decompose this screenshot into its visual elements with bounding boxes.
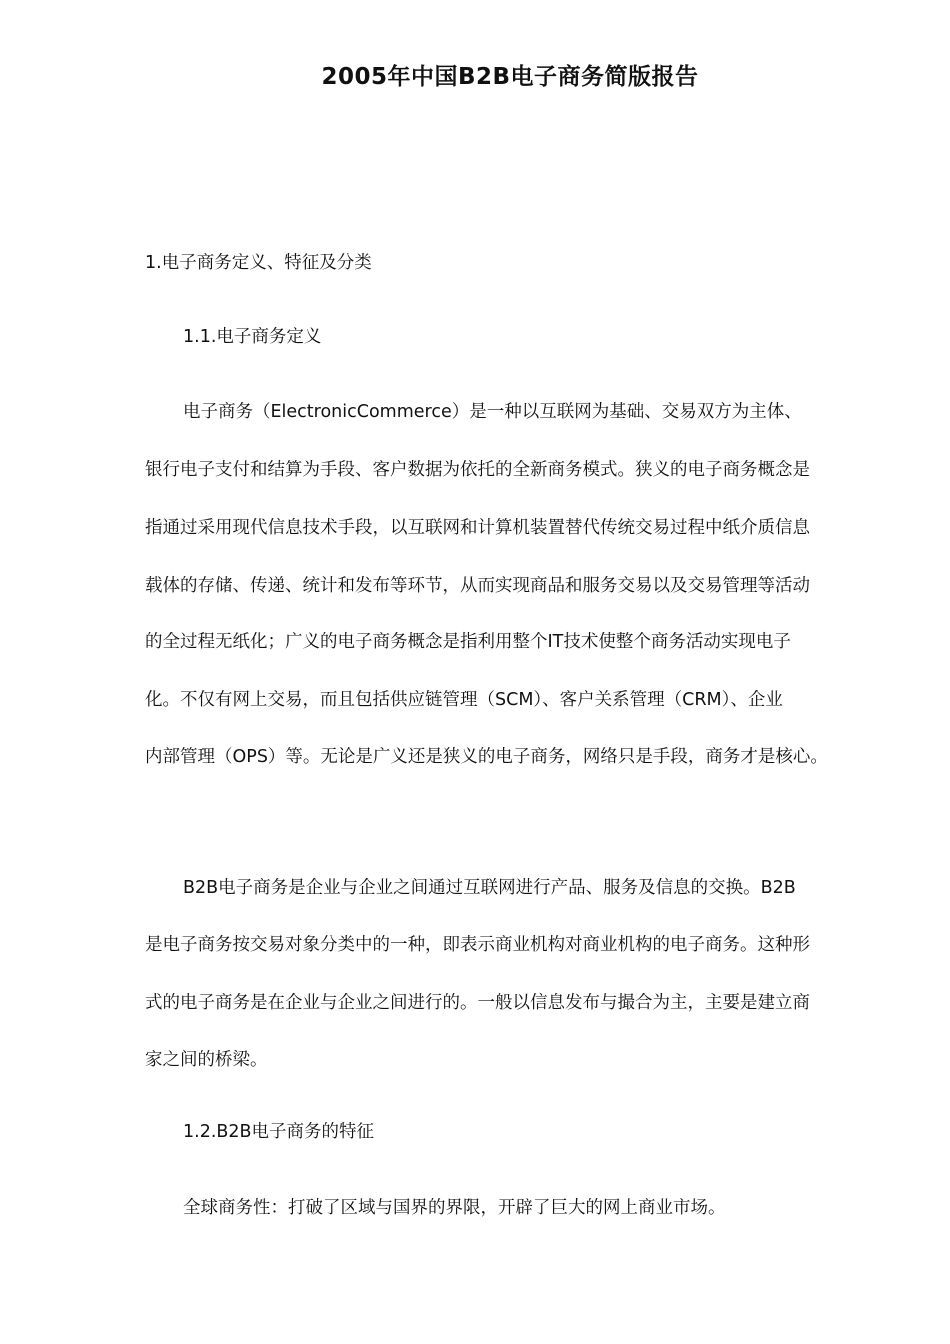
paragraph-line: 式的电子商务是在企业与企业之间进行的。一般以信息发布与撮合为主，主要是建立商 [145,993,810,1013]
paragraph-line: 是电子商务按交易对象分类中的一种，即表示商业机构对商业机构的电子商务。这种形 [145,935,810,955]
paragraph-line: 全球商务性：打破了区域与国界的界限，开辟了巨大的网上商业市场。 [183,1198,726,1218]
paragraph-line: B2B电子商务是企业与企业之间通过互联网进行产品、服务及信息的交换。B2B [183,878,796,898]
paragraph-line: 载体的存储、传递、统计和发布等环节，从而实现商品和服务交易以及交易管理等活动 [145,576,810,596]
document-title: 2005年中国B2B电子商务简版报告 [321,64,699,90]
paragraph-line: 内部管理（OPS）等。无论是广义还是狭义的电子商务，网络只是手段，商务才是核心。 [145,747,828,767]
section-heading-1-1: 1.1.电子商务定义 [183,327,322,347]
section-heading-1: 1.电子商务定义、特征及分类 [145,253,372,273]
paragraph-line: 银行电子支付和结算为手段、客户数据为依托的全新商务模式。狭义的电子商务概念是 [145,460,810,480]
paragraph-line: 指通过采用现代信息技术手段，以互联网和计算机装置替代传统交易过程中纸介质信息 [145,518,810,538]
paragraph-line: 电子商务（ElectronicCommerce）是一种以互联网为基础、交易双方为主体、 [183,402,802,422]
paragraph-line: 化。不仅有网上交易，而且包括供应链管理（SCM）、客户关系管理（CRM）、企业 [145,690,783,710]
paragraph-line: 的全过程无纸化；广义的电子商务概念是指利用整个IT技术使整个商务活动实现电子 [145,632,791,652]
paragraph-line: 家之间的桥梁。 [145,1050,268,1070]
section-heading-1-2: 1.2.B2B电子商务的特征 [183,1122,375,1142]
